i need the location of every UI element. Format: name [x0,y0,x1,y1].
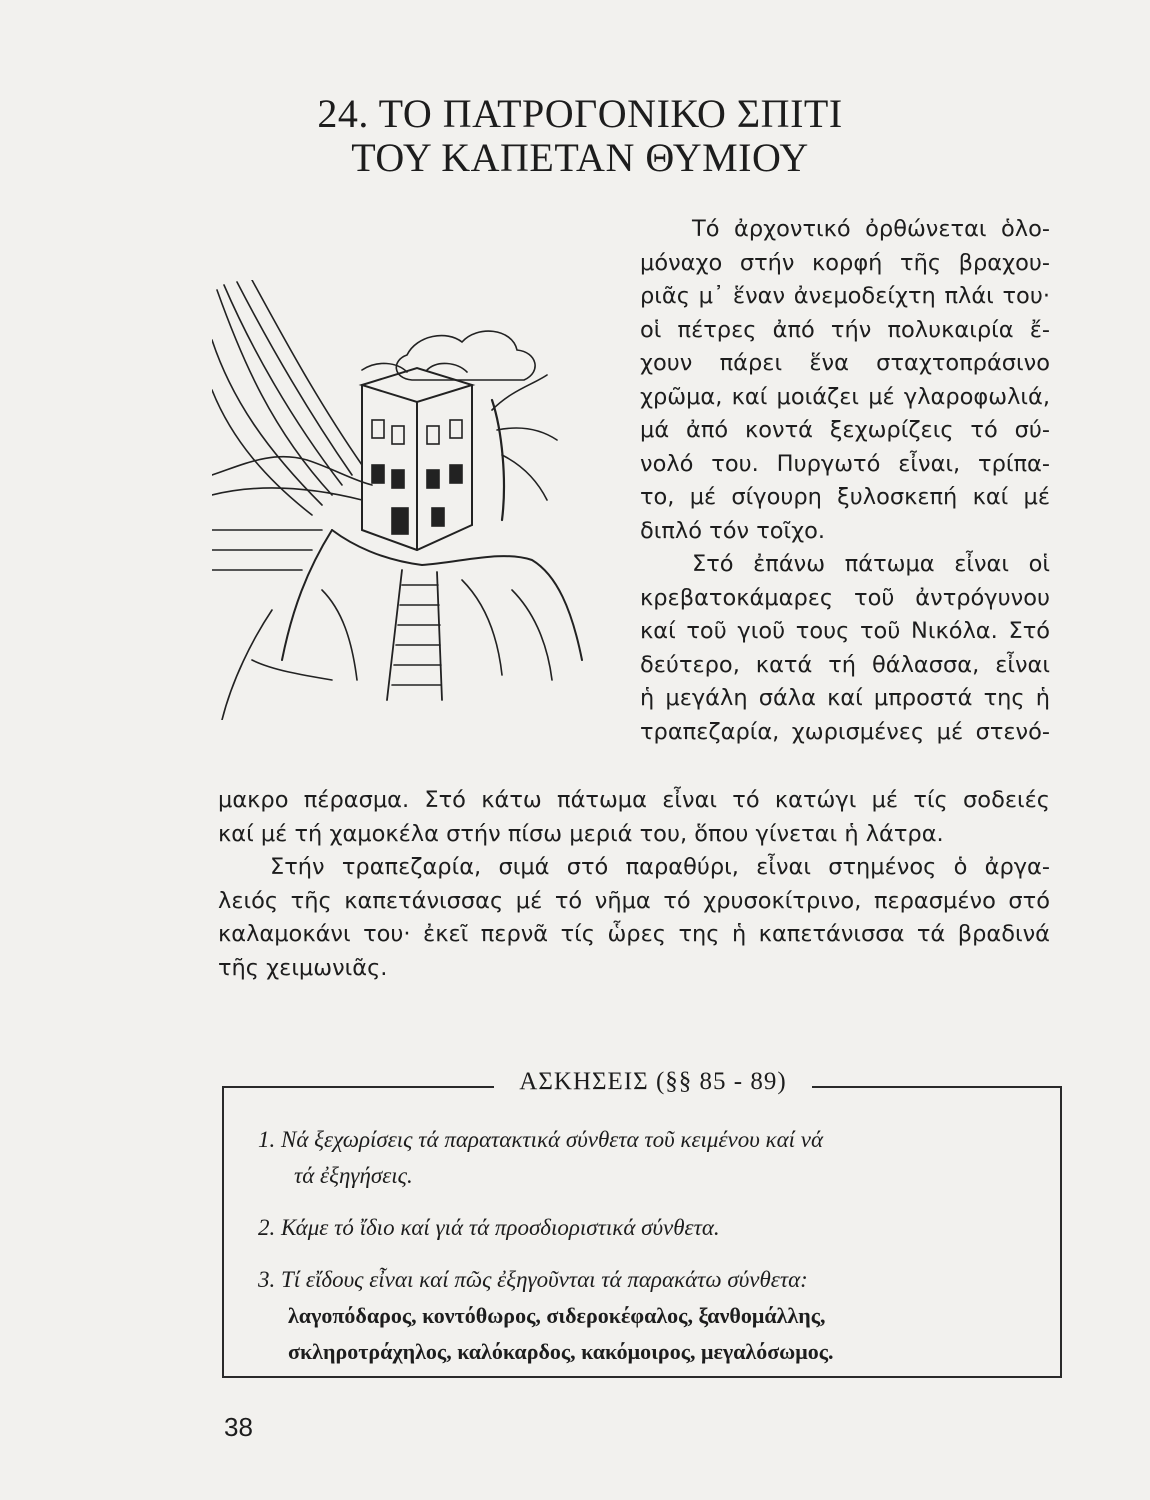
exercise-1 [258,1122,1058,1194]
paragraph-full [218,784,1050,985]
text-line: χρῶμα, καί μοιάζει μέ γλαροφωλιά, [640,383,1050,410]
exercise-title: ΑΣΚΗΣΕΙΣ (§§ 85 - 89) [519,1068,787,1095]
mansion-illustration [212,280,587,720]
text-line: καί τοῦ γιοῦ τους τοῦ Νικόλα. Στό [640,618,1050,644]
exercise-number: 1. [258,1127,276,1152]
exercise-2 [258,1210,1058,1246]
paragraph-column [640,213,1050,749]
text-line: κρεβατοκάμαρες τοῦ ἀντρόγυνου [640,584,1050,611]
exercise-text: Κάμε τό ἴδιο καί γιά τά προσδιοριστικά σύνθετα. [281,1215,720,1240]
text-line: νολό του. Πυργωτό εἶναι, τρίπα- [640,450,1050,477]
text-line: μακρο πέρασμα. Στό κάτω πάτωμα εἶναι τό κατώγι μέ τίς σοδειές [218,787,1050,813]
text-line: λειός τῆς καπετάνισσας μέ τό νῆμα τό χρυσοκίτρινο, περασμένο στό [218,887,1050,914]
exercise-text: Τί εἴδους εἶναι καί πῶς ἐξηγοῦνται τά παρακάτω σύνθετα: [281,1267,808,1292]
text-line: καλαμοκάνι του· ἐκεῖ περνᾶ τίς ὧρες της ἡ καπετάνισσα τά βραδινά [218,921,1050,947]
exercise-words: σκληροτράχηλος, καλόκαρδος, κακόμοιρος, μεγαλόσωμος. [288,1339,834,1364]
exercise-number: 3. [258,1267,276,1292]
title-line-2: ΤΟΥ ΚΑΠΕΤΑΝ ΘΥΜΙΟΥ [351,135,809,180]
text-line: Τό ἀρχοντικό ὀρθώνεται ὁλο- [692,216,1050,242]
text-line: Στό ἐπάνω πάτωμα εἶναι οἱ [692,551,1050,577]
text-line: δεύτερο, κατά τή θάλασσα, εἶναι [640,651,1050,678]
exercise-3 [258,1262,1058,1370]
text-line: μά ἀπό κοντά ξεχωρίζεις τό σύ- [640,417,1050,443]
text-line: οἱ πέτρες ἀπό τήν πολυκαιρία ἔ- [640,316,1050,343]
text-line: χουν πάρει ἕνα σταχτοπράσινο [640,350,1050,376]
text-line: διπλό τόν τοῖχο. [640,517,826,544]
page-number: 38 [224,1412,253,1442]
exercise-number: 2. [258,1215,276,1240]
text-line: Στήν τραπεζαρία, σιμά στό παραθύρι, εἶναι στημένος ὁ ἀργα- [270,854,1050,880]
text-line: ριᾶς μ᾿ ἕναν ἀνεμοδείχτη πλάι του· [640,283,1050,309]
text-line: το, μέ σίγουρη ξυλοσκεπή καί μέ [640,484,1050,510]
exercise-words: λαγοπόδαρος, κοντόθωρος, σιδεροκέφαλος, ξανθομάλλης, [288,1303,826,1328]
title-line-1: 24. ΤΟ ΠΑΤΡΟΓΟΝΙΚΟ ΣΠΙΤΙ [317,91,843,136]
exercise-text: Νά ξεχωρίσεις τά παρατακτικά σύνθετα τοῦ κειμένου καί νά [281,1127,824,1152]
text-line: τῆς χειμωνιᾶς. [218,954,388,981]
text-line: ἡ μεγάλη σάλα καί μπροστά της ἡ [640,685,1050,711]
chapter-title [300,92,860,180]
text-line: μόναχο στήν κορφή τῆς βραχου- [640,249,1050,276]
text-line: τραπεζαρία, χωρισμένες μέ στενό- [640,718,1050,745]
exercise-text: τά ἐξηγήσεις. [294,1163,413,1188]
text-line: καί μέ τή χαμοκέλα στήν πίσω μεριά του, ὅπου γίνεται ἡ λάτρα. [218,820,944,847]
